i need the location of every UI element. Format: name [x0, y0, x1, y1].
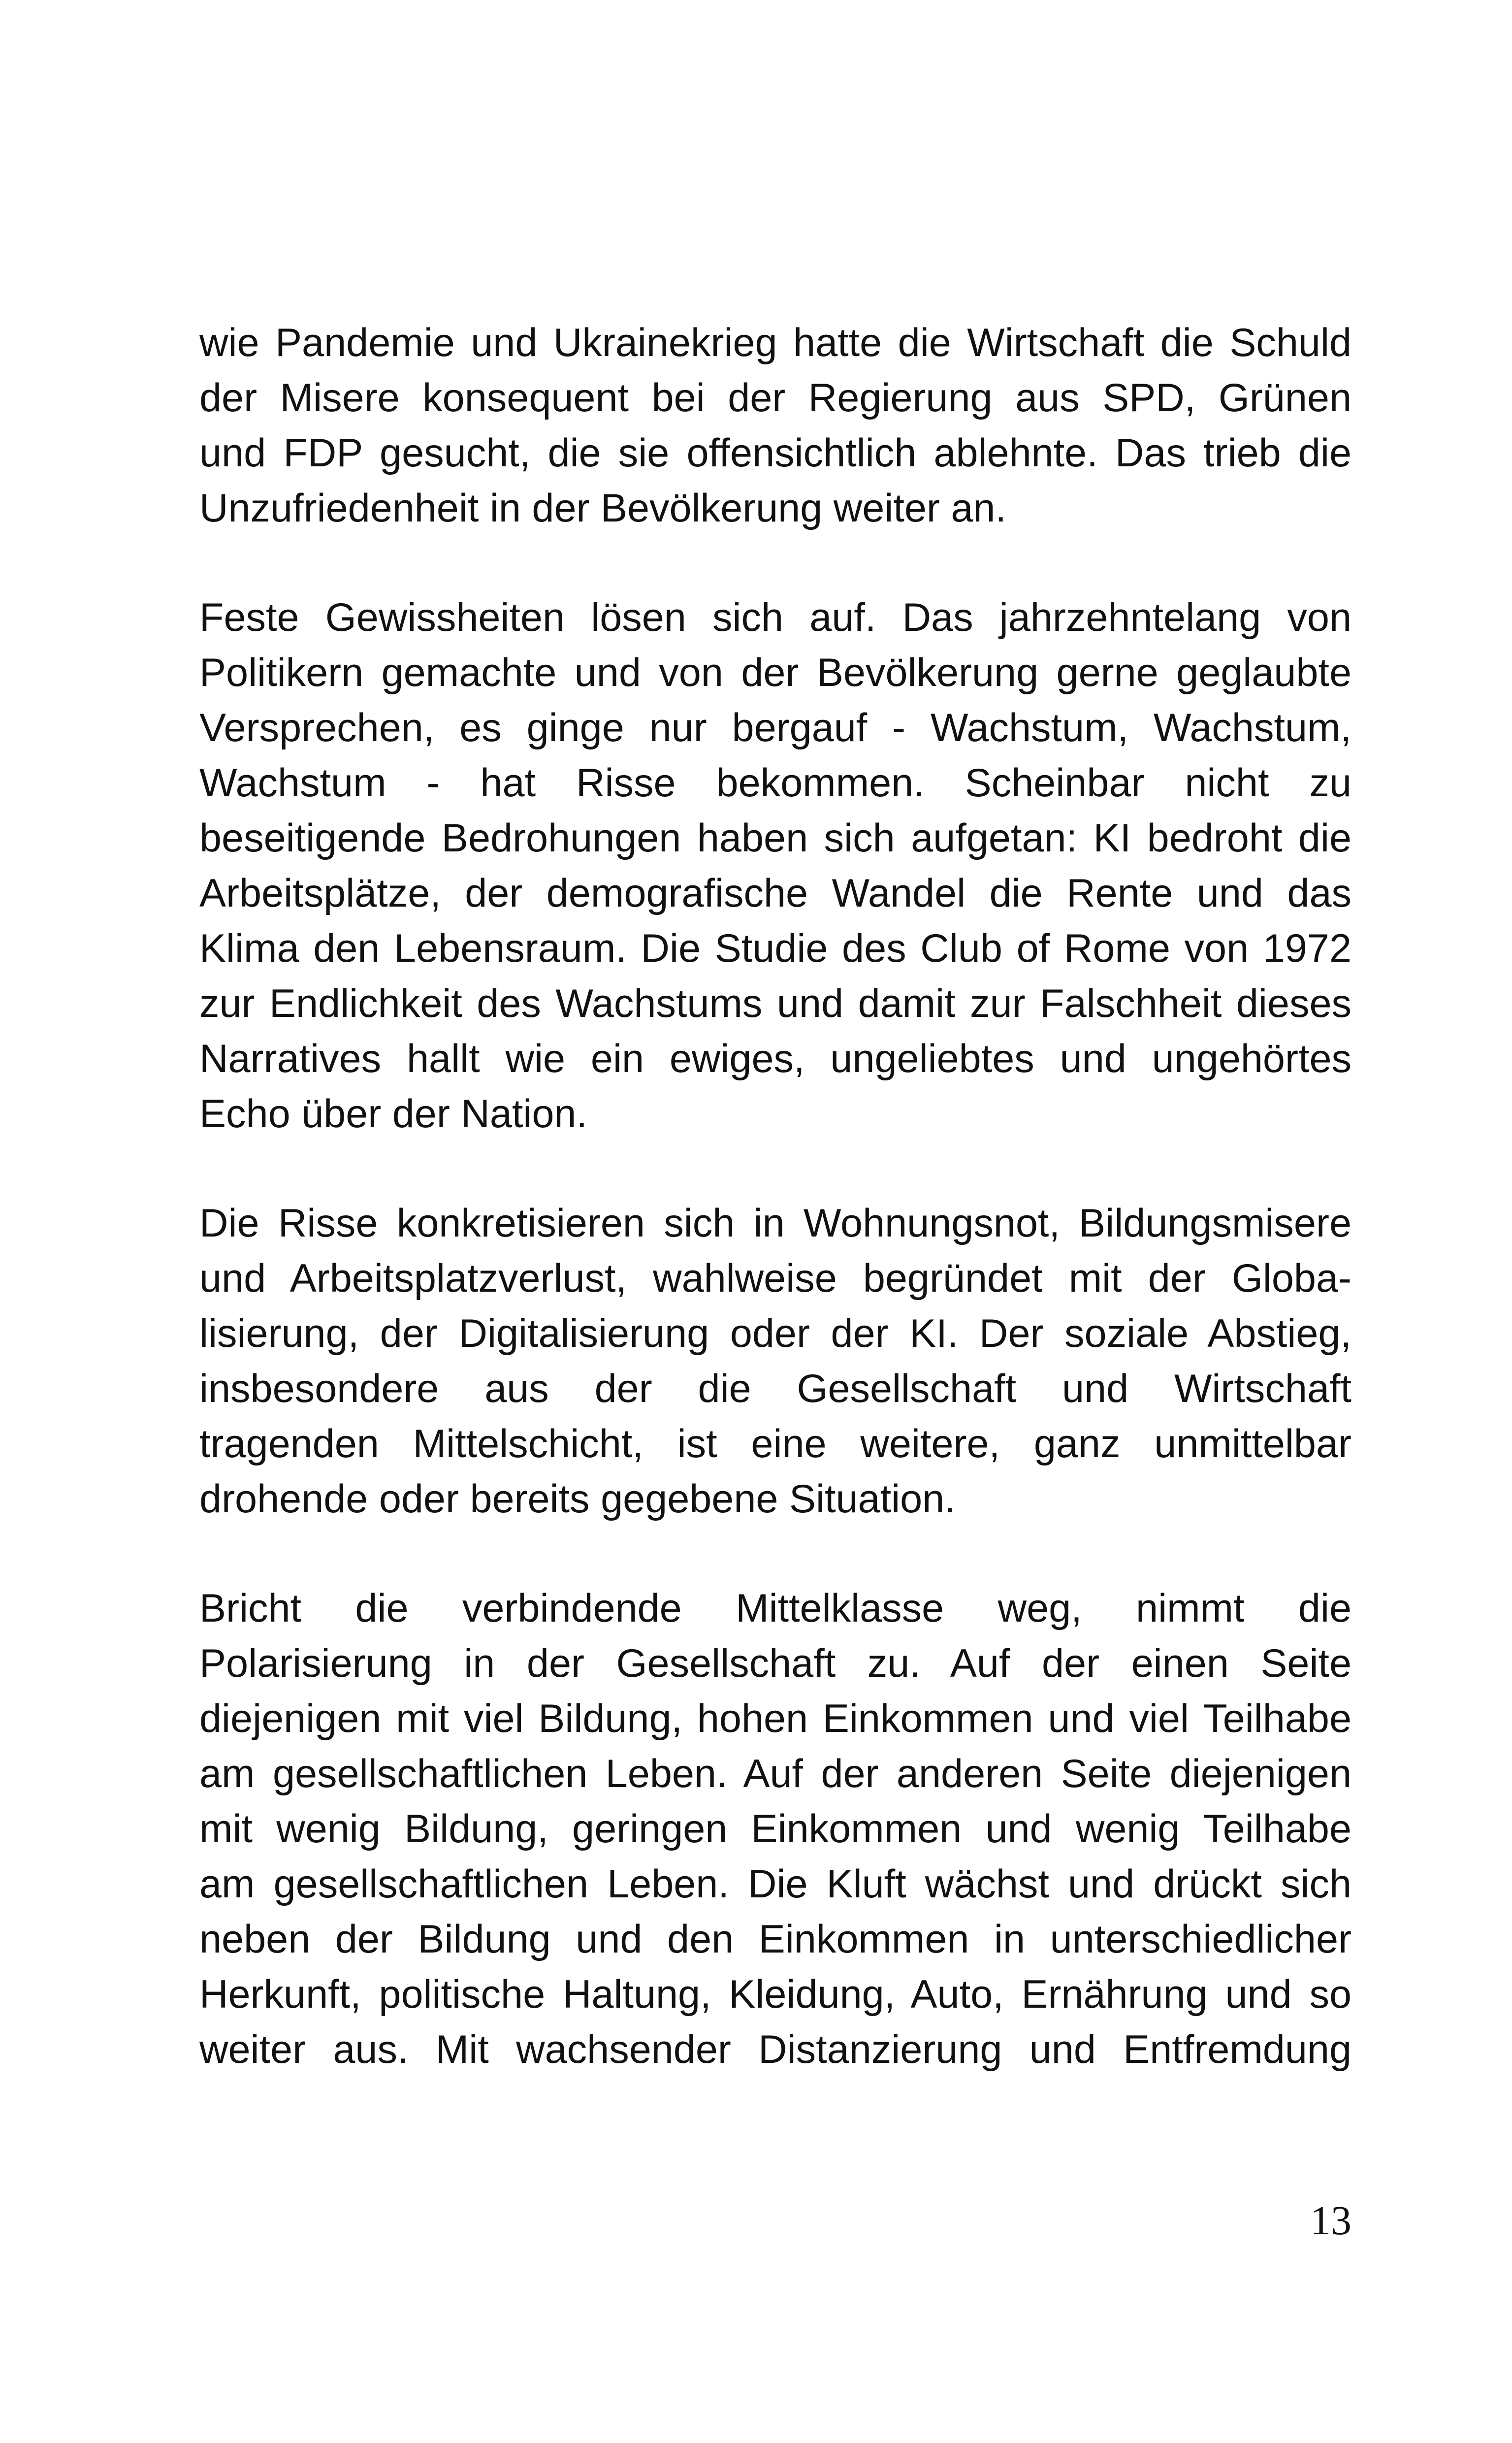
text-line: Polarisierung in der Gesellschaft zu. Auf der einen Seite [199, 1641, 1351, 1686]
paragraph-spacer [199, 536, 1351, 590]
paragraph [199, 315, 1351, 536]
body-text [199, 315, 1351, 2077]
text-line: tragenden Mittelschicht, ist eine weitere, ganz unmittelbar [199, 1422, 1351, 1466]
text-line: lisierung, der Digitalisierung oder der KI. Der soziale Abstieg, [199, 1311, 1351, 1356]
paragraph [199, 1581, 1351, 2077]
text-line: zur Endlichkeit des Wachstums und damit zur Falschheit dieses [199, 981, 1351, 1026]
text-line: Unzufriedenheit in der Bevölkerung weiter an. [199, 486, 1006, 530]
text-line: und FDP gesucht, die sie offensichtlich ablehnte. Das trieb die [199, 431, 1351, 475]
text-line: Bricht die verbindende Mittelklasse weg, nimmt die [199, 1586, 1351, 1630]
text-line: mit wenig Bildung, geringen Einkommen und wenig Teilhabe [199, 1807, 1351, 1851]
text-line: Narratives hallt wie ein ewiges, ungeliebtes und ungehörtes [199, 1037, 1351, 1081]
text-line: Herkunft, politische Haltung, Kleidung, Auto, Ernährung und so [199, 1972, 1351, 2017]
text-line: neben der Bildung und den Einkommen in unterschiedlicher [199, 1917, 1351, 1961]
text-line: drohende oder bereits gegebene Situation. [199, 1477, 956, 1521]
text-line: der Misere konsequent bei der Regierung aus SPD, Grünen [199, 376, 1351, 420]
paragraph-spacer [199, 1141, 1351, 1196]
text-line: Versprechen, es ginge nur bergauf - Wachstum, Wachstum, [199, 706, 1351, 750]
text-line: am gesellschaftlichen Leben. Die Kluft wächst und drückt sich [199, 1862, 1351, 1906]
text-line: Die Risse konkretisieren sich in Wohnungsnot, Bildungsmisere [199, 1201, 1351, 1245]
paragraph [199, 590, 1351, 1141]
text-line: Arbeitsplätze, der demografische Wandel die Rente und das [199, 871, 1351, 915]
text-line: insbesondere aus der die Gesellschaft und Wirtschaft [199, 1367, 1351, 1411]
text-line: beseitigende Bedrohungen haben sich aufgetan: KI bedroht die [199, 816, 1351, 860]
text-line: Feste Gewissheiten lösen sich auf. Das jahrzehntelang von [199, 595, 1351, 640]
text-line: und Arbeitsplatzverlust, wahlweise begründet mit der Globa- [199, 1256, 1351, 1301]
text-line: diejenigen mit viel Bildung, hohen Einkommen und viel Teilhabe [199, 1696, 1351, 1741]
page-number: 13 [1310, 2198, 1351, 2244]
text-line: weiter aus. Mit wachsender Distanzierung und Entfremdung [199, 2027, 1351, 2072]
text-line: Echo über der Nation. [199, 1092, 587, 1136]
text-line: wie Pandemie und Ukrainekrieg hatte die Wirtschaft die Schuld [199, 321, 1351, 365]
text-line: Klima den Lebensraum. Die Studie des Club of Rome von 1972 [199, 926, 1351, 971]
text-line: am gesellschaftlichen Leben. Auf der anderen Seite diejenigen [199, 1752, 1351, 1796]
paragraph-spacer [199, 1527, 1351, 1581]
text-line: Wachstum - hat Risse bekommen. Scheinbar nicht zu [199, 761, 1351, 805]
paragraph [199, 1196, 1351, 1527]
text-line: Politikern gemachte und von der Bevölkerung gerne geglaubte [199, 651, 1351, 695]
